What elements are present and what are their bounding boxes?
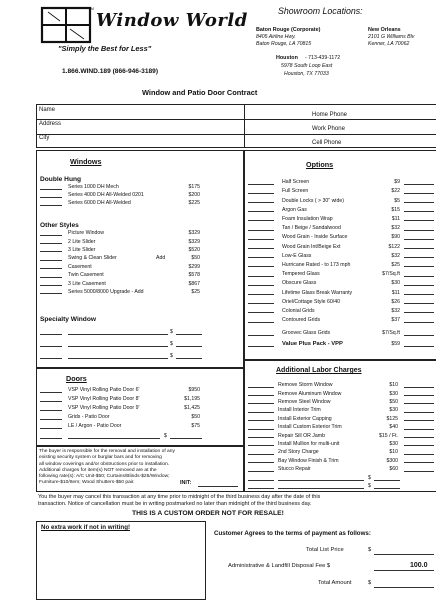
- item-label: Remove Storm Window: [278, 382, 333, 389]
- item-price: $7/Sq.ft: [382, 271, 400, 278]
- item-label: Contoured Grids: [282, 317, 321, 324]
- city-label: City: [39, 135, 50, 141]
- options-heading: Options: [306, 160, 334, 169]
- work-phone-label: Work Phone: [312, 126, 345, 132]
- cancellation-line: You the buyer may cancel this transaction at any time prior to midnight of the third business day after the date of this: [38, 494, 321, 500]
- home-phone-label: Home Phone: [312, 112, 348, 118]
- showroom-title: Showroom Locations:: [278, 6, 363, 16]
- doors-heading: Doors: [66, 374, 87, 383]
- item-label: VSP Vinyl Rolling Patio Door 6': [68, 387, 140, 394]
- list-item: [248, 298, 436, 306]
- list-item: [40, 340, 240, 348]
- item-label: VSP Vinyl Rolling Patio Door 8': [68, 396, 140, 403]
- item-price: $50: [191, 255, 200, 262]
- item-label: Wood Grain Int/Beige Ext: [282, 243, 341, 250]
- slogan: "Simply the Best for Less": [58, 44, 152, 53]
- item-price: $26: [391, 298, 400, 305]
- window-logo-icon: [40, 6, 92, 44]
- list-item: [40, 404, 240, 412]
- specialty-window-heading: Specialty Window: [40, 316, 96, 323]
- item-price: $30: [389, 440, 398, 447]
- item-price: $25: [191, 288, 200, 295]
- item-label: Remove Steel Window: [278, 398, 331, 405]
- item-price: $10: [389, 449, 398, 456]
- item-price: $32: [391, 252, 400, 259]
- list-item: [40, 422, 240, 430]
- list-item: [40, 432, 240, 440]
- item-price: $37: [391, 317, 400, 324]
- disclaimer-line: Additional charges for item(s) NOT removed are at the: [39, 467, 157, 473]
- custom-order-notice: THIS IS A CUSTOM ORDER NOT FOR RESALE!: [132, 510, 284, 517]
- list-item: [40, 246, 240, 254]
- item-label: 3 Lite Casement: [68, 280, 106, 287]
- no-extra-work-box: [36, 521, 206, 600]
- double-hung-heading: Double Hung: [40, 176, 82, 183]
- item-price: $299: [188, 263, 200, 270]
- location-name: Baton Rouge (Corporate): [256, 27, 321, 33]
- location-name: Houston: [276, 55, 298, 61]
- list-item: [248, 270, 436, 278]
- item-price: $329: [188, 230, 200, 237]
- list-item: [248, 398, 436, 406]
- item-price: $329: [188, 238, 200, 245]
- item-label: Repair Sill OR Jamb: [278, 432, 325, 439]
- list-item: [248, 242, 436, 250]
- item-label: Install Mullion for multi-unit: [278, 440, 340, 447]
- list-item: [40, 288, 240, 296]
- list-item: [40, 191, 240, 199]
- list-item: [248, 187, 436, 195]
- item-price: $10: [389, 382, 398, 389]
- labor-list: [248, 381, 436, 489]
- item-note: Add: [156, 255, 166, 262]
- list-item: [248, 307, 436, 315]
- item-price: $75: [191, 423, 200, 430]
- item-price: $40: [389, 424, 398, 431]
- location-name: New Orleans: [368, 27, 401, 33]
- item-label: Install Custom Exterior Trim: [278, 424, 342, 431]
- cancellation-text: [38, 494, 436, 508]
- item-price: $90: [391, 234, 400, 241]
- item-label: VSP Vinyl Rolling Patio Door 9': [68, 405, 140, 412]
- list-item: [40, 386, 240, 394]
- list-item: [40, 254, 240, 262]
- list-item: [40, 183, 240, 191]
- item-label: 3 Lite Slider: [68, 246, 96, 253]
- item-label: Low-E Glass: [282, 252, 312, 259]
- item-label: Install Interior Trim: [278, 407, 321, 414]
- item-label: Full Screen: [282, 188, 309, 195]
- list-item: [40, 271, 240, 279]
- disclaimer-line: following rate(s): A/C Unit-$50; Curtains/Blinds-$25/Window;: [39, 474, 170, 480]
- list-item: [40, 413, 240, 421]
- list-item: [248, 474, 436, 482]
- customer-info-box: [36, 104, 436, 148]
- item-label: Wood Grain - Inside Surface: [282, 234, 348, 241]
- location-phone: - 713-439-1172: [305, 55, 341, 61]
- location-city: Baton Rouge, LA 70815: [256, 41, 312, 47]
- item-price: $50: [191, 414, 200, 421]
- value-plus-label: Value Plus Pack - VPP: [282, 341, 343, 348]
- location-city: Kenner, LA 70062: [368, 41, 410, 47]
- logo: [40, 4, 248, 53]
- item-label: Twin Casement: [68, 272, 104, 279]
- options-list: [248, 178, 436, 336]
- item-label: Series 6000 DH All-Welded: [68, 200, 131, 207]
- list-item: [248, 261, 436, 269]
- cell-phone-label: Cell Phone: [312, 140, 342, 146]
- list-item: [248, 252, 436, 260]
- item-label: Series 1000 DH Mech: [68, 184, 119, 191]
- list-item: [248, 288, 436, 296]
- item-price: $22: [391, 188, 400, 195]
- item-price: $1,195: [184, 396, 200, 403]
- item-label: LE / Argon - Patio Door: [68, 423, 122, 430]
- admin-fee-label: Administrative & Landfill Disposal Fee $: [228, 563, 331, 569]
- windows-heading: Windows: [70, 157, 102, 166]
- item-price: $15: [391, 206, 400, 213]
- item-label: Argon Gas: [282, 206, 307, 213]
- item-price: $9: [394, 179, 400, 186]
- list-item: [40, 328, 240, 336]
- company-phone: 1.866.WIND.189 (866-946-3189): [62, 68, 159, 75]
- item-price: $5: [394, 197, 400, 204]
- item-label: Double Locks ( > 30" wide): [282, 197, 344, 204]
- list-item: [40, 279, 240, 287]
- item-label: Hurricane Rated - to 173 mph: [282, 261, 351, 268]
- list-item: [248, 224, 436, 232]
- disclaimer-line: existing security system or burglar bars and for removing: [39, 455, 162, 461]
- item-label: Foam Insulation Wrap: [282, 215, 333, 222]
- list-item: [40, 229, 240, 237]
- list-item: [248, 196, 436, 204]
- list-item: [248, 389, 436, 397]
- item-label: Tan / Beige / Sandalwood: [282, 225, 341, 232]
- init-label: INIT:: [180, 480, 192, 486]
- list-item: [248, 431, 436, 439]
- location-address: 5978 South Loop East: [281, 63, 333, 69]
- disclaimer-line: all window coverings and/or obstructions prior to installation.: [39, 461, 170, 467]
- item-dollar: $: [170, 329, 173, 336]
- list-item: [248, 206, 436, 214]
- item-dollar: $: [170, 353, 173, 360]
- item-label: Grids - Patio Door: [68, 414, 110, 421]
- value-plus-row: [248, 340, 436, 350]
- doors-list: [40, 386, 240, 442]
- item-price: $300: [386, 457, 398, 464]
- item-label: 2nd Story Charge: [278, 449, 319, 456]
- item-price: $32: [391, 225, 400, 232]
- item-price: $25: [391, 261, 400, 268]
- item-price: $11: [391, 289, 400, 296]
- location-address: 2101 G Williams Blv: [368, 34, 415, 40]
- list-item: [248, 457, 436, 465]
- item-price: $50: [389, 398, 398, 405]
- list-item: [248, 178, 436, 186]
- item-label: Oriel/Cottage Style 60/40: [282, 298, 340, 305]
- item-price: $578: [188, 272, 200, 279]
- item-label: Bay Window Finish & Trim: [278, 457, 339, 464]
- list-item: [248, 215, 436, 223]
- address-label: Address: [39, 121, 62, 127]
- list-item: [248, 415, 436, 423]
- list-item: [248, 329, 436, 337]
- list-item: [40, 352, 240, 360]
- list-item: [248, 316, 436, 324]
- list-item: [40, 263, 240, 271]
- item-price: $1,425: [184, 405, 200, 412]
- list-item: [248, 381, 436, 389]
- specialty-list: [40, 328, 240, 364]
- item-dollar: $: [164, 433, 167, 440]
- item-label: Tempered Glass: [282, 271, 320, 278]
- contract-title: Window and Patio Door Contract: [142, 88, 258, 97]
- list-item: [248, 482, 436, 490]
- no-extra-work-text: No extra work if not in writing!: [41, 524, 131, 531]
- item-price: $950: [188, 387, 200, 394]
- list-item: [40, 237, 240, 245]
- item-price: $122: [388, 243, 400, 250]
- total-list-price-value: $: [368, 547, 372, 553]
- admin-fee-value: 100.0: [410, 562, 428, 569]
- value-plus-price: $59: [391, 341, 400, 348]
- location-city: Houston, TX 77033: [284, 71, 329, 77]
- item-price: $867: [188, 280, 200, 287]
- total-amount-label: Total Amount: [318, 580, 352, 586]
- disclaimer-line: Furniture-$10/Item; Wood Shutters-$50 pair.: [39, 480, 135, 486]
- list-item: [248, 406, 436, 414]
- item-label: Obscure Glass: [282, 280, 317, 287]
- item-price: $30: [391, 280, 400, 287]
- list-item: [248, 440, 436, 448]
- item-dollar: $: [368, 483, 371, 490]
- list-item: [248, 448, 436, 456]
- item-label: Swing & Clean Slider: [68, 255, 117, 262]
- item-label: Groovec Glass Grids: [282, 330, 331, 337]
- logo-text: Window World: [96, 10, 248, 31]
- double-hung-list: [40, 183, 240, 207]
- item-label: Half Screen: [282, 179, 310, 186]
- item-label: Lifetime Glass Break Warranty: [282, 289, 353, 296]
- item-price: $30: [389, 390, 398, 397]
- list-item: [248, 233, 436, 241]
- name-label: Name: [39, 107, 56, 113]
- total-list-price-label: Total List Price: [306, 547, 344, 553]
- item-label: Colonial Grids: [282, 307, 315, 314]
- list-item: [248, 423, 436, 431]
- item-dollar: $: [368, 475, 371, 482]
- list-item: [248, 279, 436, 287]
- item-label: Install Exterior Capping: [278, 415, 332, 422]
- item-price: $11: [391, 215, 400, 222]
- item-price: $125: [386, 415, 398, 422]
- item-label: Series 5000/8000 Upgrade - Add: [68, 288, 144, 295]
- total-amount-value: $: [368, 580, 372, 586]
- item-price: $15 / Ft.: [378, 432, 398, 439]
- item-price: $520: [188, 246, 200, 253]
- list-item: [40, 199, 240, 207]
- list-item: [248, 465, 436, 473]
- disclaimer-text: [39, 449, 241, 487]
- location-address: 8405 Airline Hwy.: [256, 34, 296, 40]
- item-label: Stucco Repair: [278, 466, 311, 473]
- cancellation-line: transaction. Notice of cancellation must be in writing postmarked no later than midnight of the third business day.: [38, 501, 312, 507]
- item-price: $175: [188, 184, 200, 191]
- item-label: 2 Lite Slider: [68, 238, 96, 245]
- list-item: [40, 395, 240, 403]
- other-styles-list: [40, 229, 240, 295]
- item-label: Picture Window: [68, 230, 105, 237]
- payment-heading: Customer Agrees to the terms of payment as follows:: [214, 530, 371, 537]
- item-label: Remove Aluminum Window: [278, 390, 342, 397]
- item-price: $60: [389, 466, 398, 473]
- disclaimer-line: The buyer is responsible for the removal and installation of any: [39, 449, 175, 454]
- item-label: Series 4000 DH All-Welded 0201: [68, 192, 144, 199]
- item-price: $200: [188, 192, 200, 199]
- item-dollar: $: [170, 341, 173, 348]
- item-price: $7/Sq.ft: [382, 330, 400, 337]
- item-price: $32: [391, 307, 400, 314]
- other-styles-heading: Other Styles: [40, 222, 79, 229]
- item-price: $225: [188, 200, 200, 207]
- logo-tm: TM: [88, 6, 94, 11]
- labor-heading: Additional Labor Charges: [276, 367, 362, 374]
- item-label: Casement: [68, 263, 92, 270]
- item-price: $30: [389, 407, 398, 414]
